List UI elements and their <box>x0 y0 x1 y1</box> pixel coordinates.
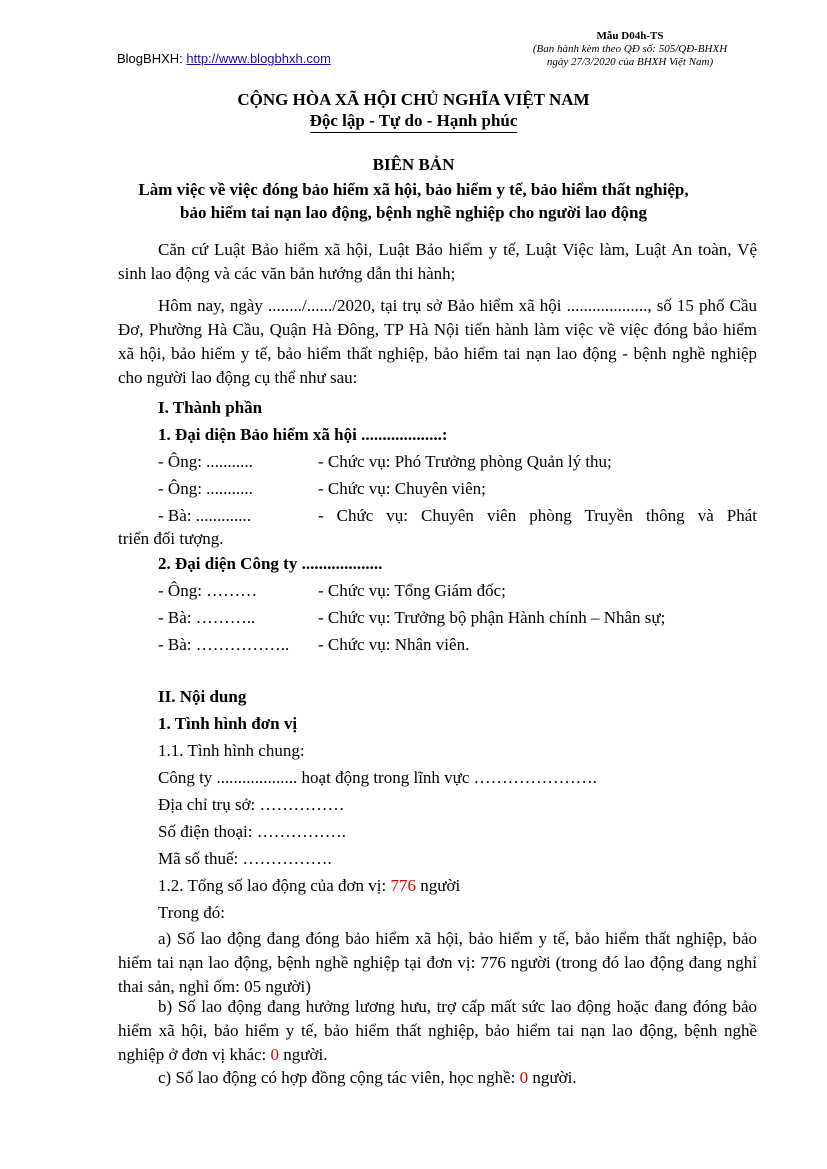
among-line: Trong đó: <box>158 903 225 922</box>
intro-paragraph-2: Hôm nay, ngày ......../....../2020, tại trụ sở Bảo hiểm xã hội ..................., số 15 phố Cầu Đơ, Phường Hà Cầu, Quận Hà Đông, TP Hà Nội tiến hành làm việc về việc đóng bảo hiểm xã hội, bảo hiểm y tế, bảo hiểm thất nghiệp, bảo hiểm tai nạn lao động - bệnh nghề nghiệp cho người lao động cụ thể như sau: <box>118 296 757 387</box>
subtitle-line-2: bảo hiểm tai nạn lao động, bệnh nghề nghiệp cho người lao động <box>180 203 647 222</box>
rep1-name-2: - Ông: ........... <box>158 479 253 498</box>
rep2-role-1: - Chức vụ: Tổng Giám đốc; <box>318 581 506 600</box>
item-c-value: 0 <box>519 1068 529 1087</box>
rep1-name-1: - Ông: ........... <box>158 452 253 471</box>
company-line: Công ty ................... hoạt động trong lĩnh vực …………………. <box>158 768 597 787</box>
item-c-suffix: người. <box>528 1068 577 1087</box>
rep1-role-1: - Chức vụ: Phó Trưởng phòng Quản lý thu; <box>318 452 612 471</box>
subtitle-line-1: Làm việc về việc đóng bảo hiểm xã hội, bảo hiểm y tế, bảo hiểm thất nghiệp, <box>138 180 689 199</box>
item-b <box>118 995 757 1067</box>
intro-paragraph-1: Căn cứ Luật Bảo hiểm xã hội, Luật Bảo hiểm y tế, Luật Việc làm, Luật An toàn, Vệ sinh lao động và các văn bản hướng dẫn thi hành; <box>118 240 757 283</box>
blog-label: BlogBHXH: <box>117 51 183 66</box>
rep1-role-3: - Chức vụ: Chuyên viên phòng Truyền thông và Phát <box>318 506 757 525</box>
item-c-prefix: c) Số lao động có hợp đồng cộng tác viên, học nghề: <box>158 1068 520 1087</box>
form-note-1: (Ban hành kèm theo QĐ số: 505/QĐ-BHXH <box>532 43 728 55</box>
item-b-prefix: b) Số lao động đang hưởng lương hưu, trợ cấp mất sức lao động hoặc đang đóng bảo hiểm xã hội, bảo hiểm y tế, bảo hiểm thất nghiệp, bảo hiểm tai nạn lao động, bệnh nghề nghiệp ở đơn vị khác: <box>118 997 757 1064</box>
total-prefix: 1.2. Tổng số lao động của đơn vị: <box>158 876 391 895</box>
section-1-sub-1: 1. Đại diện Bảo hiểm xã hội ...................: <box>158 425 448 444</box>
section-2-sub-1: 1. Tình hình đơn vị <box>158 714 298 733</box>
item-a: a) Số lao động đang đóng bảo hiểm xã hội, bảo hiểm y tế, bảo hiểm thất nghiệp, bảo hiểm tai nạn lao động, bệnh nghề nghiệp tại đơn vị: 776 người (trong đó lao động đang nghỉ thai sản, nghỉ ốm: 05 người) <box>118 929 757 996</box>
document-title: BIÊN BẢN <box>372 155 455 174</box>
rep2-name-1: - Ông: ……… <box>158 581 258 600</box>
blog-header <box>117 51 331 66</box>
item-c <box>158 1066 577 1090</box>
rep2-name-2: - Bà: ……….. <box>158 608 256 627</box>
motto-text: Độc lập - Tự do - Hạnh phúc <box>310 111 518 133</box>
blog-link[interactable]: http://www.blogbhxh.com <box>186 51 331 66</box>
total-workers-line <box>158 874 460 898</box>
section-2-heading: II. Nội dung <box>158 687 247 706</box>
rep2-role-2: - Chức vụ: Trưởng bộ phận Hành chính – Nhân sự; <box>318 608 666 627</box>
tax-line: Mã số thuế: ……………. <box>158 849 332 868</box>
nation-name: CỘNG HÒA XÃ HỘI CHỦ NGHĨA VIỆT NAM <box>237 90 590 109</box>
item-b-suffix: người. <box>279 1045 328 1064</box>
rep1-role-3-cont: triển đối tượng. <box>118 529 224 548</box>
total-value: 776 <box>390 876 416 895</box>
rep1-role-2: - Chức vụ: Chuyên viên; <box>318 479 486 498</box>
total-suffix: người <box>416 876 461 895</box>
address-line: Địa chỉ trụ sở: …………… <box>158 795 345 814</box>
rep1-name-3: - Bà: ............. <box>158 506 252 525</box>
item-b-value: 0 <box>270 1045 280 1064</box>
rep2-name-3: - Bà: …………….. <box>158 635 290 654</box>
section-1-heading: I. Thành phần <box>158 398 263 417</box>
form-code: Mẫu D04h-TS <box>596 30 664 42</box>
motto <box>0 111 827 131</box>
form-note-2: ngày 27/3/2020 của BHXH Việt Nam) <box>546 56 714 68</box>
document-subtitle <box>0 178 827 224</box>
form-code-block <box>495 30 765 69</box>
item-1-1: 1.1. Tình hình chung: <box>158 741 305 760</box>
section-1-sub-2: 2. Đại diện Công ty ................... <box>158 554 383 573</box>
phone-line: Số điện thoại: ……………. <box>158 822 346 841</box>
rep2-role-3: - Chức vụ: Nhân viên. <box>318 635 470 654</box>
